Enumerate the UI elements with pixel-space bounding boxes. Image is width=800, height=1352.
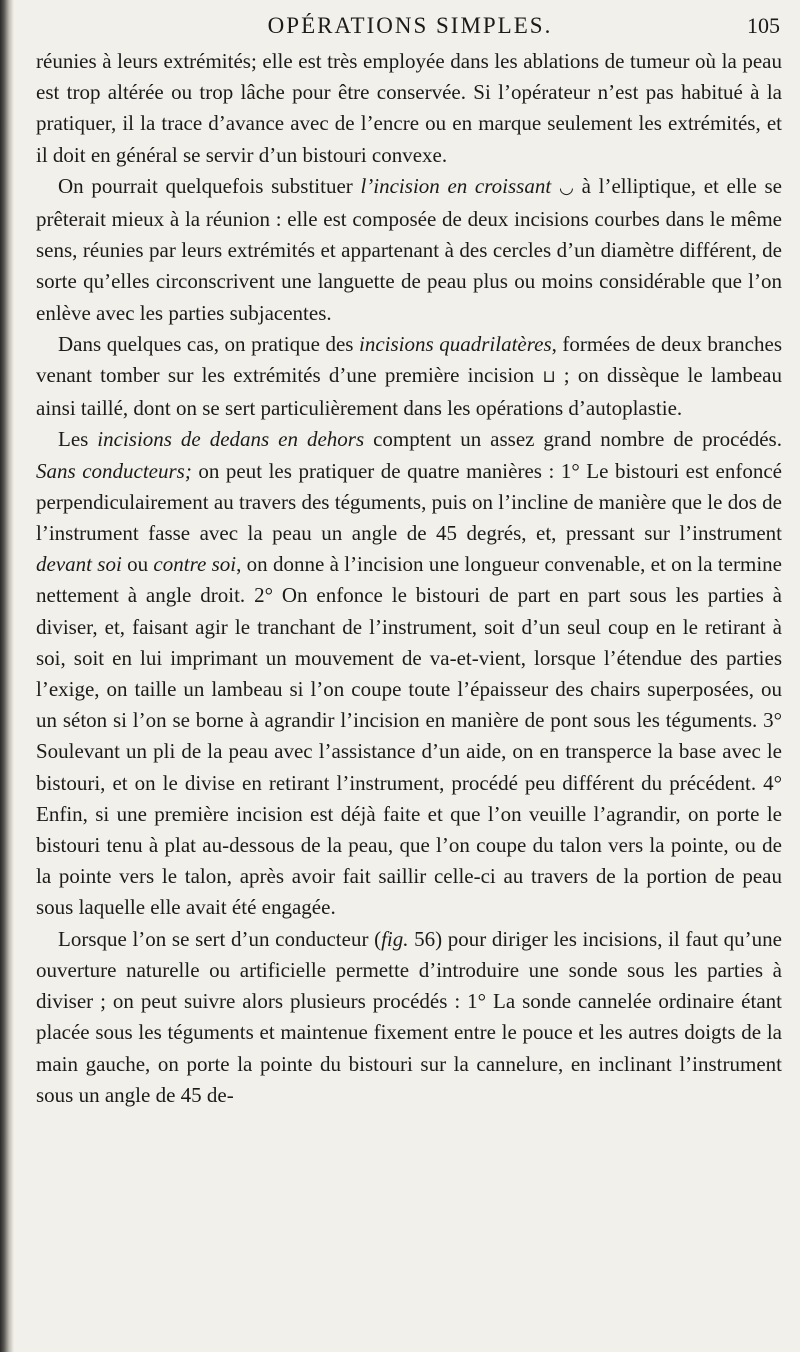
running-title: OPÉRATIONS SIMPLES.	[267, 13, 553, 38]
text-run: Dans quelques cas, on pratique des	[58, 331, 360, 356]
text-run: ou	[121, 552, 154, 577]
running-head	[100, 10, 780, 42]
paragraph	[36, 329, 782, 425]
text-run: comptent un assez grand nombre de procédés.	[364, 427, 782, 452]
paragraph	[36, 171, 782, 329]
text-run: , formées de deux branches venant tomber sur les extrémités d’une première incision	[36, 331, 782, 388]
page-number: 105	[747, 13, 780, 38]
body-text	[36, 46, 782, 1341]
text-run: on peut les pratiquer de quatre manières : 1° Le bistouri est enfoncé perpendiculairement au travers des téguments, puis on l’incline de manière que le dos de l’instrument fasse avec la peau un angle de 45 degrés, et, pressant sur l’instrument	[36, 458, 782, 546]
text-run: 56) pour diriger les incisions, il faut qu’une ouverture naturelle ou artificielle permette d’introduire une sonde sous les parties à diviser ; on peut suivre alors plusieurs procédés : 1° La sonde cannelée ordinaire étant placée sous les téguments et maintenue fixement entre le pouce et les autres doigts de la main gauche, on porte la pointe du bistouri sur la cannelure, en inclinant l’instrument sous un angle de 45 de-	[36, 926, 782, 1107]
text-run: à l’elliptique, et elle se prêterait mieux à la réunion : elle est composée de deux incisions courbes dans le même sens, réunies par leurs extrémités et appartenant à des cercles d’un diamètre différent, de sorte qu’elles circonscrivent une languette de peau plus ou moins considérable que l’on enlève avec les parties subjacentes.	[36, 173, 782, 325]
italic-term: incisions de dedans en dehors	[97, 427, 365, 452]
paragraph	[36, 46, 782, 171]
text-run: Les	[58, 427, 98, 452]
text-run: On pourrait quelquefois substituer	[58, 173, 361, 198]
incision-shape-glyph: ◡	[551, 177, 582, 198]
italic-term: incisions quadrilatères	[359, 331, 552, 356]
text-run: , on donne à l’incision une longueur convenable, et on la termine nettement à angle droit. 2° On enfonce le bistouri de part en part sous les parties à diviser, et, faisant agir le tranchant de l’instrument, soit d’un seul coup en le retirant à soi, soit en lui imprimant un mouvement de va-et-vient, lorsque l’étendue des parties l’exige, on taille un lambeau si l’on coupe toute l’épaisseur des chairs superposées, ou un séton si l’on se borne à agrandir l’incision en manière de pont sous les téguments. 3° Soulevant un pli de la peau avec l’assistance d’un aide, on en transperce la base avec le bistouri, et on le divise en retirant l’instrument, procédé peu différent du précédent. 4° Enfin, si une première incision est déjà faite et que l’on veuille l’agrandir, on porte le bistouri tenu à plat au-dessous de la peau, que l’on coupe du talon vers la pointe, ou de la pointe vers le talon, après avoir fait saillir celle-ci au travers de la portion de peau sous laquelle elle avait été engagée.	[36, 552, 782, 920]
incision-shape-glyph: ⊔	[542, 367, 556, 388]
italic-term: contre soi	[153, 552, 237, 577]
italic-term: Sans conducteurs;	[36, 458, 192, 483]
paragraph	[36, 424, 782, 923]
italic-term: fig.	[381, 926, 409, 951]
text-run: ; on dissèque le lambeau ainsi taillé, dont on se sert particulièrement dans les opérations d’autoplastie.	[36, 363, 782, 421]
italic-term: l’incision en croissant	[360, 173, 552, 198]
paragraph	[36, 924, 782, 1111]
page-binding-shadow	[0, 0, 14, 1352]
text-run: Lorsque l’on se sert d’un conducteur (	[58, 926, 382, 951]
text-run: réunies à leurs extrémités; elle est très employée dans les ablations de tumeur où la peau est trop altérée ou trop lâche pour être conservée. Si l’opérateur n’est pas habitué à la pratiquer, il la trace d’avance avec de l’encre ou en marque seulement les extrémités, et il doit en général se servir d’un bistouri convexe.	[36, 49, 782, 167]
italic-term: devant soi	[36, 552, 122, 577]
